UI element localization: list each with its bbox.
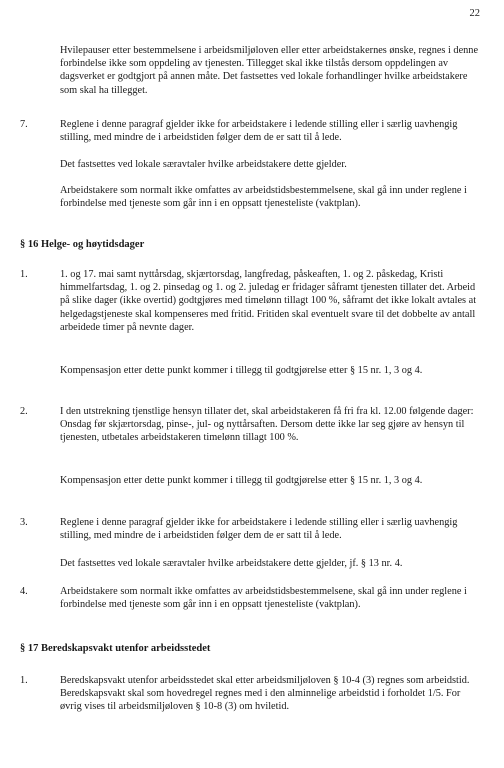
section-16-heading: § 16 Helge- og høytidsdager (20, 239, 145, 250)
section-17-heading: § 17 Beredskapsvakt utenfor arbeidsstedet (20, 643, 211, 654)
section-16-item-3-paragraph-1: Reglene i denne paragraf gjelder ikke for arbeidstakere i ledende stilling eller i særlig uavhengig stilling, med mindre de i arbeidstiden følger dem de er satt til å lede. (60, 517, 458, 542)
section-16-item-3-number: 3. (20, 517, 28, 528)
section-16-item-1-paragraph-2: Kompensasjon etter dette punkt kommer i tillegg til godtgjørelse etter § 15 nr. 1, 3 og 4. (60, 365, 423, 376)
section-17-item-1-paragraph-1: Beredskapsvakt utenfor arbeidsstedet skal etter arbeidsmiljøloven § 10-4 (3) regnes som arbeidstid. Beredskapsvakt skal som hovedregel regnes med i den alminnelige arbeidstid i forholdet 1/5. For øvrig vises til arbeidsmiljøloven § 10-8 (3) om hviletid. (60, 675, 470, 713)
section-16-item-1-number: 1. (20, 269, 28, 280)
item-7-paragraph-1: Reglene i denne paragraf gjelder ikke for arbeidstakere i ledende stilling eller i særlig uavhengig stilling, med mindre de i arbeidstiden følger dem de er satt til å lede. (60, 119, 458, 144)
section-16-item-1-paragraph-1: 1. og 17. mai samt nyttårsdag, skjærtorsdag, langfredag, påskeaften, 1. og 2. påskedag, Kristi himmelfartsdag, 1. og 2. pinsedag og 1. og 2. juledag er fridager såframt tjenesten tillater det. Arbeid på slike dager (ikke overtid) godtgjøres med timelønn tillagt 100 %, såframt det ikke lokalt avtales at helgedagstjeneste skal kompenseres med fritid. Fritiden skal eventuelt svare til det dobbelte av antall arbeidede timer på nevnte dager. (60, 269, 477, 333)
section-17-item-1-number: 1. (20, 675, 28, 686)
section-16-item-3-paragraph-2: Det fastsettes ved lokale særavtaler hvilke arbeidstakere dette gjelder, jf. § 13 nr. 4. (60, 558, 403, 569)
item-7-paragraph-3: Arbeidstakere som normalt ikke omfattes av arbeidstidsbestemmelsene, skal gå inn under reglene i forbindelse med tjeneste som går inn i en oppsatt tjenesteliste (vaktplan). (60, 185, 467, 210)
section-16-item-2-paragraph-1: I den utstrekning tjenstlige hensyn tillater det, skal arbeidstakeren få fri fra kl. 12.00 følgende dager: Onsdag før skjærtorsdag, pinse-, jul- og nyttårsaften. Dersom dette ikke lar seg gjøre av hensyn til tjenesten, utbetales arbeidstakeren timelønn tillagt 100 %. (60, 406, 474, 444)
item-7-paragraph-2: Det fastsettes ved lokale særavtaler hvilke arbeidstakere dette gjelder. (60, 159, 347, 170)
section-16-item-2-number: 2. (20, 406, 28, 417)
page-number: 22 (469, 8, 480, 19)
section-16-item-4-number: 4. (20, 586, 28, 597)
item-7-number: 7. (20, 119, 28, 130)
section-16-item-2-paragraph-2: Kompensasjon etter dette punkt kommer i tillegg til godtgjørelse etter § 15 nr. 1, 3 og 4. (60, 475, 423, 486)
section-16-item-4-paragraph-1: Arbeidstakere som normalt ikke omfattes av arbeidstidsbestemmelsene, skal gå inn under reglene i forbindelse med tjeneste som går inn i en oppsatt tjenesteliste (vaktplan). (60, 586, 467, 611)
intro-paragraph: Hvilepauser etter bestemmelsene i arbeidsmiljøloven eller etter arbeidstakernes ønske, regnes i denne forbindelse ikke som oppdeling av tjenesten. Tillegget skal ikke tilstås dersom oppdelingen av dagsverket er godtgjort på annen måte. Det fastsettes ved lokale forhandlinger hvilke arbeidstakere som skal ha tillegget. (60, 45, 479, 96)
